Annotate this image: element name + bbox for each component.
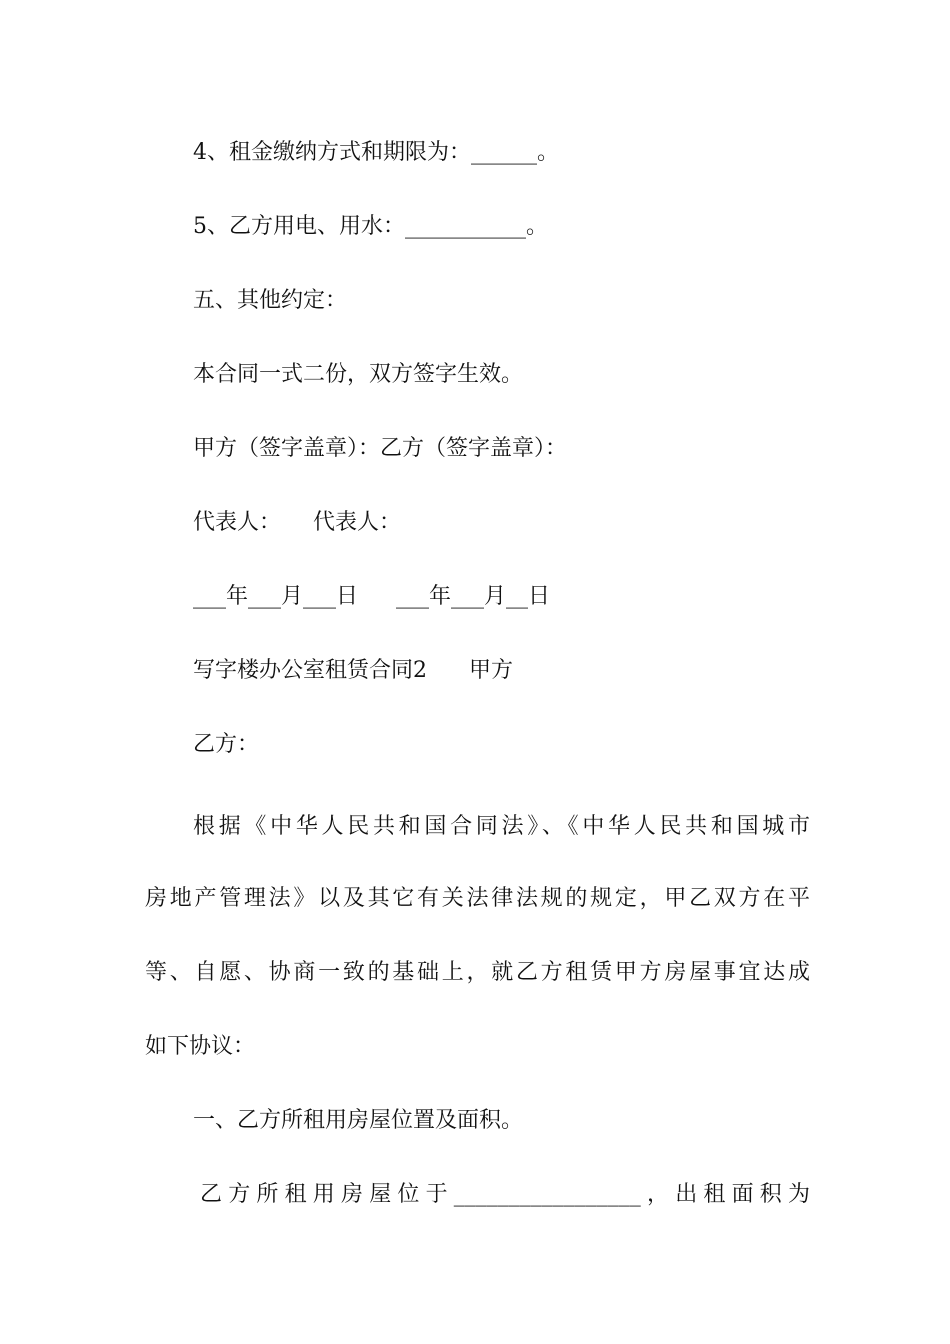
date-b: ___年___月__日 xyxy=(396,584,551,609)
representative-b: 代表人： xyxy=(313,510,402,535)
clause-utilities: 5、乙方用电、用水：___________。 xyxy=(193,214,548,239)
contract-title: 写字楼办公室租赁合同2 xyxy=(193,658,427,683)
location-clause: 乙方所租用房屋位于_________________，出租面积为 xyxy=(200,1182,810,1207)
date-line xyxy=(193,582,810,612)
section-other-agreements: 五、其他约定： xyxy=(193,288,348,313)
paragraph-line-2: 房地产管理法》以及其它有关法律法规的规定，甲乙双方在平 xyxy=(145,886,810,911)
party-a-label: 甲方 xyxy=(469,658,514,683)
date-a: ___年___月___日 xyxy=(193,584,359,609)
party-b-label: 乙方： xyxy=(193,732,260,757)
clause-rent-payment: 4、租金缴纳方式和期限为：______。 xyxy=(193,140,559,165)
representative-a: 代表人： xyxy=(193,510,282,535)
paragraph-line-4: 如下协议： xyxy=(145,1034,256,1059)
paragraph-line-3: 等、自愿、协商一致的基础上，就乙方租赁甲方房屋事宜达成 xyxy=(145,960,810,985)
signature-line: 甲方（签字盖章）：乙方（签字盖章）： xyxy=(193,436,568,461)
section-one-heading: 一、乙方所租用房屋位置及面积。 xyxy=(193,1108,524,1133)
representative-line xyxy=(193,508,810,538)
paragraph-line-1: 根据《中华人民共和国合同法》、《中华人民共和国城市 xyxy=(193,814,810,839)
copies-clause: 本合同一式二份，双方签字生效。 xyxy=(193,362,524,387)
contract-title-line xyxy=(193,656,810,686)
